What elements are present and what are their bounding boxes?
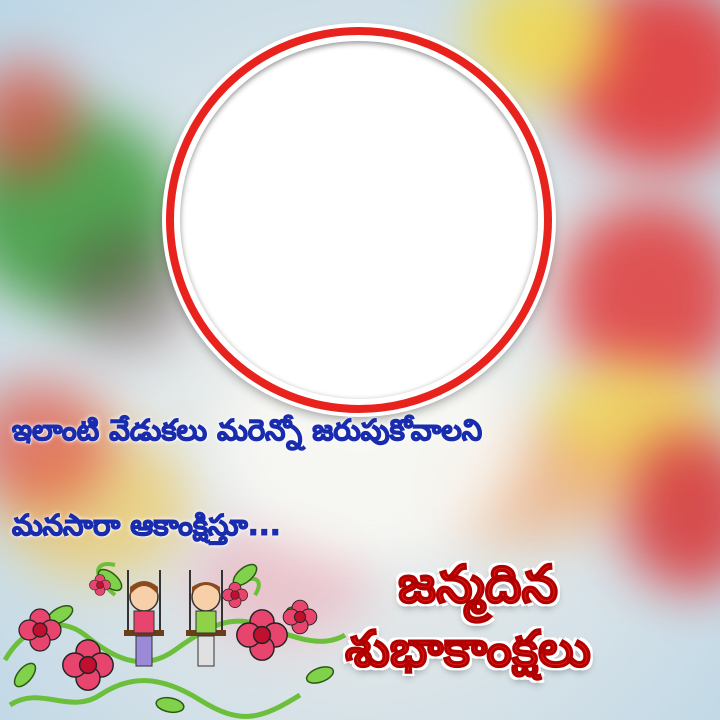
boy-shirt	[196, 611, 216, 633]
flower-icon	[283, 600, 317, 634]
wish-message-line-2: మనసారా ఆకాంక్షిస్తూ...	[12, 508, 281, 542]
flower-icon	[222, 582, 247, 607]
vine-decoration	[10, 681, 300, 717]
leaf-icon	[304, 664, 335, 687]
birthday-title-line-1: జన్మదిన	[398, 555, 558, 615]
boy-legs	[198, 636, 214, 666]
photo-frame[interactable]	[166, 27, 552, 413]
birthday-title-line-2: శుభాకాంక్షలు	[345, 620, 591, 678]
leaf-icon	[11, 660, 40, 690]
leaf-icon	[155, 696, 185, 715]
girl-legs	[136, 636, 152, 666]
girl-dress	[134, 611, 154, 633]
photo-frame-inner-shadow	[180, 41, 538, 399]
wish-message-line-1: ఇలాంటి వేడుకలు మరెన్నో జరుపుకోవాలని	[12, 413, 483, 447]
flower-icon	[237, 610, 287, 660]
swinging-kids-illustration	[0, 555, 350, 720]
